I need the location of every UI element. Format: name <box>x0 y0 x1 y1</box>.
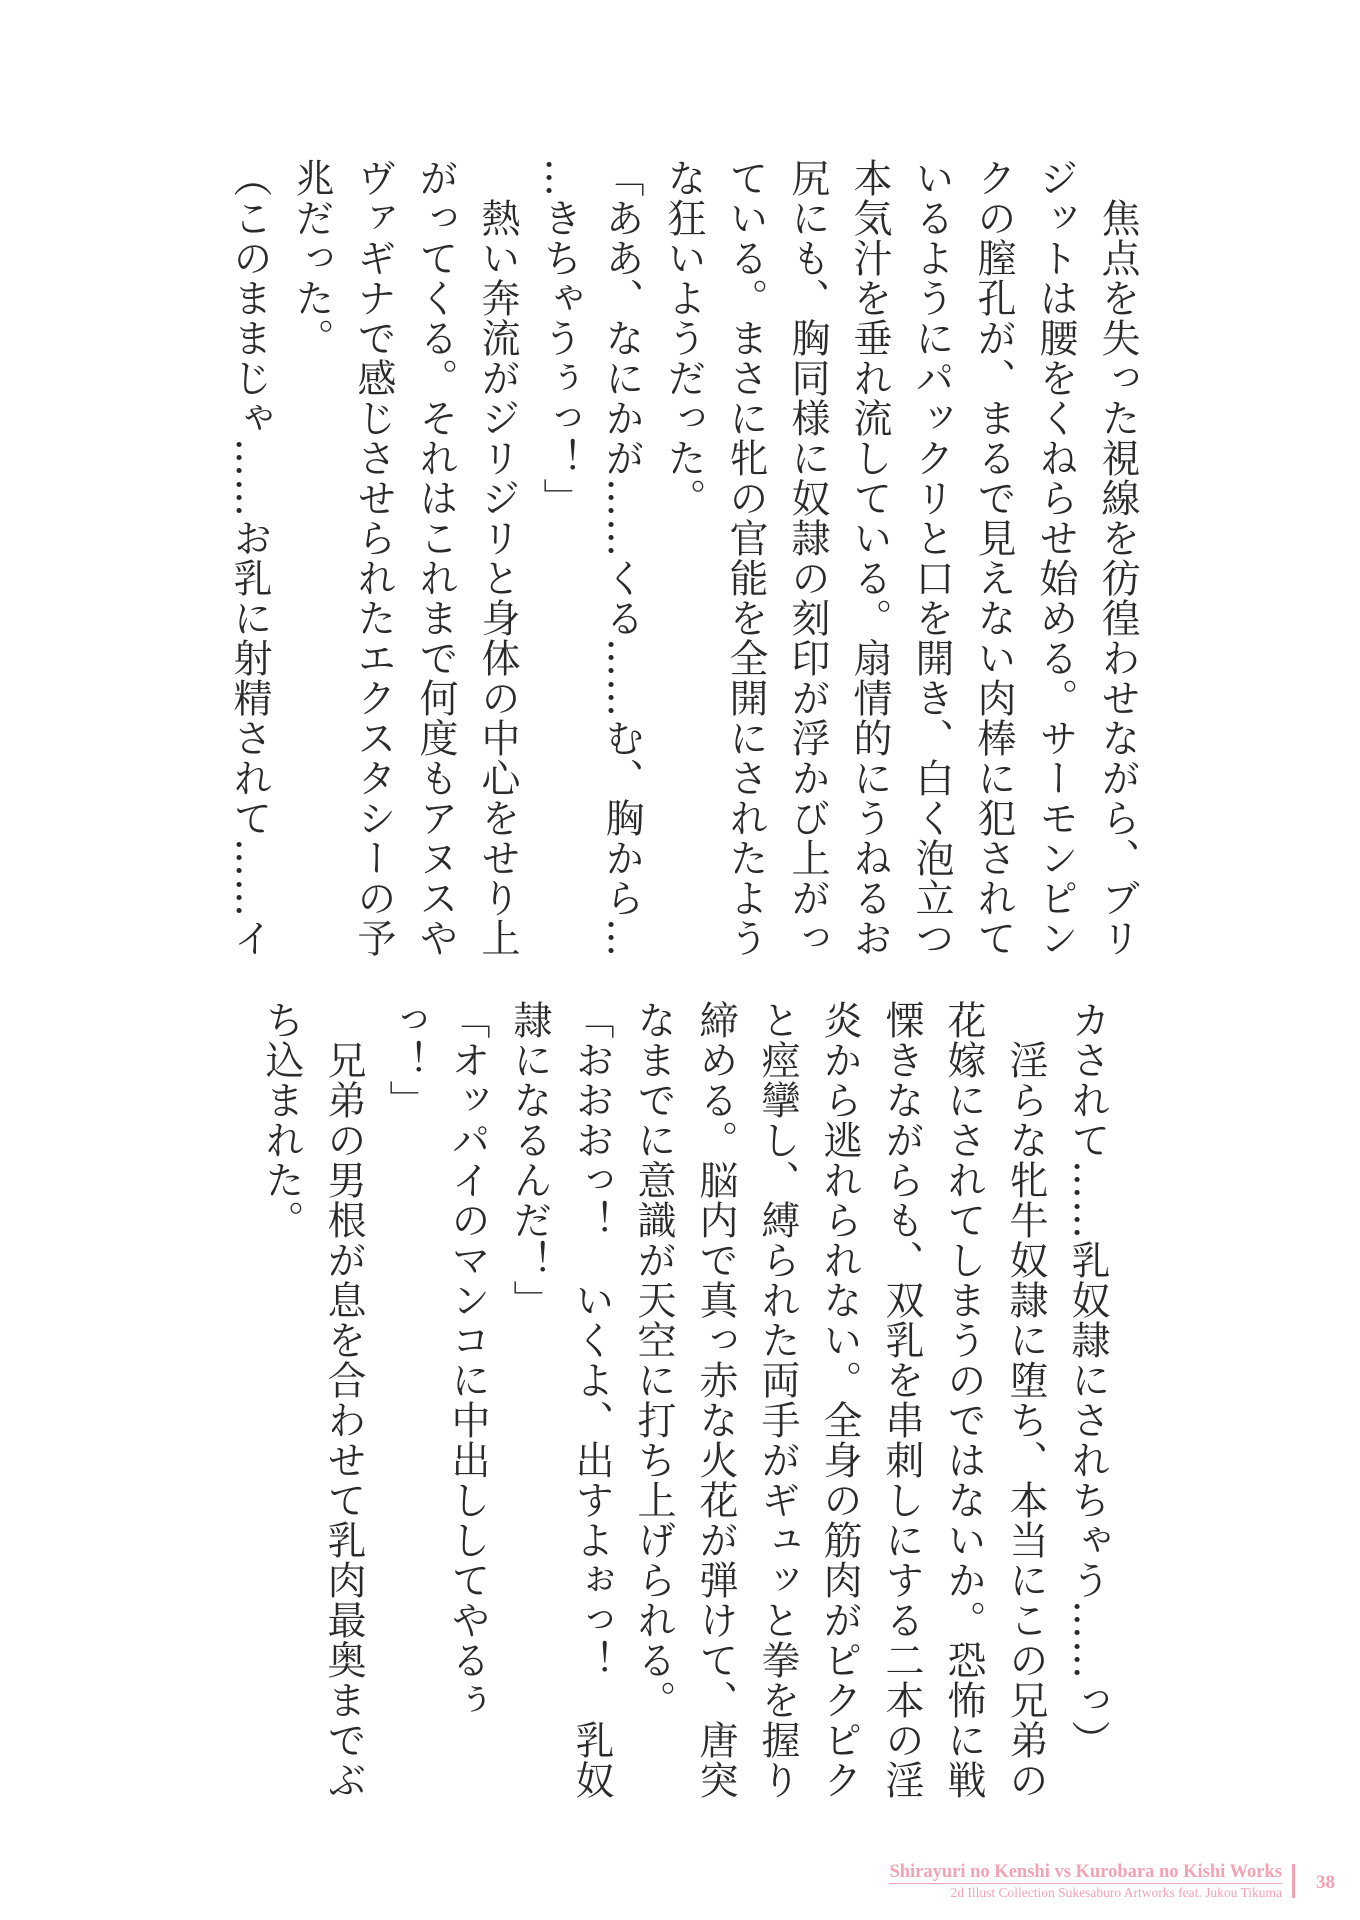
text-line: 炎から逃れられない。全身の筋肉がピクピク <box>817 1000 862 1800</box>
text-line: いるようにパックリと口を開き、白く泡立つ <box>909 158 954 958</box>
text-line: ている。まさに牝の官能を全開にされたよう <box>723 158 768 958</box>
text-line: な狂いようだった。 <box>661 158 706 518</box>
footer-title: Shirayuri no Kenshi vs Kurobara no Kishi Works <box>889 1862 1282 1882</box>
text-line: 「おおおっ！ いくよ、出すよぉっ！ 乳奴 <box>569 1000 614 1800</box>
text-line: 「オッパイのマンコに中出ししてやるぅ <box>445 1000 490 1720</box>
footer-divider <box>1292 1864 1295 1898</box>
page-number: 38 <box>1316 1872 1335 1893</box>
text-line: 兆だった。 <box>289 158 334 358</box>
text-line: なまでに意識が天空に打ち上げられる。 <box>631 1000 676 1720</box>
text-line: がってくる。それはこれまで何度もアヌスや <box>413 158 458 958</box>
text-line: 兄弟の男根が息を合わせて乳肉最奥までぶ <box>321 1000 366 1800</box>
text-line: （このままじゃ……お乳に射精されて……イ <box>227 158 272 958</box>
text-line: 熱い奔流がジリジリと身体の中心をせり上 <box>475 158 520 958</box>
text-line: 「ああ、なにかが……くる……む、胸から… <box>599 158 644 958</box>
text-line: 締める。脳内で真っ赤な火花が弾けて、唐突 <box>693 1000 738 1800</box>
text-line: と痙攣し、縛られた両手がギュッと拳を握り <box>755 1000 800 1800</box>
running-footer <box>889 1862 1282 1901</box>
text-line: ジットは腰をくねらせ始める。サーモンピン <box>1033 158 1078 958</box>
footer-subtitle: 2d Illust Collection Sukesaburo Artworks feat. Jukou Tikuma <box>950 1885 1282 1900</box>
text-line: カされて……乳奴隷にされちゃう……っ） <box>1065 1000 1110 1760</box>
text-line: クの膣孔が、まるで見えない肉棒に犯されて <box>971 158 1016 958</box>
text-line: 花嫁にされてしまうのではないか。恐怖に戦 <box>941 1000 986 1800</box>
text-line: 本気汁を垂れ流している。扇情的にうねるお <box>847 158 892 958</box>
text-line: 淫らな牝牛奴隷に堕ち、本当にこの兄弟の <box>1003 1000 1048 1800</box>
text-line: 隷になるんだ！」 <box>507 1000 552 1320</box>
body-text-bottom <box>250 1000 1118 1800</box>
text-line: ち込まれた。 <box>259 1000 304 1240</box>
text-line: …きちゃうぅっ！」 <box>537 158 582 518</box>
text-line: 慄きながらも、双乳を串刺しにする二本の淫 <box>879 1000 924 1800</box>
text-line: ヴァギナで感じさせられたエクスタシーの予 <box>351 158 396 958</box>
body-text-top <box>218 158 1148 958</box>
text-line: っ！」 <box>383 1000 428 1120</box>
text-line: 焦点を失った視線を彷徨わせながら、ブリ <box>1095 158 1140 958</box>
text-line: 尻にも、胸同様に奴隷の刻印が浮かび上がっ <box>785 158 830 958</box>
